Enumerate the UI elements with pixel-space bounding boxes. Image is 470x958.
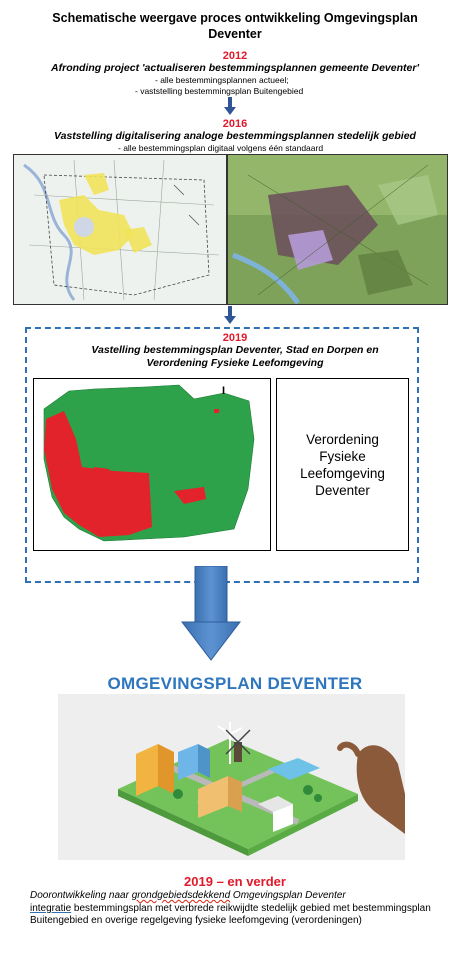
footer-year: 2019 – en verder [184,874,286,889]
verordening-panel [276,378,409,551]
result-title: OMGEVINGSPLAN DEVENTER [107,674,363,693]
step1-bullet-2: - vaststelling bestemmingsplan Buitengebied [135,85,304,96]
footer-line-2 [30,903,431,915]
footer-line-1 [30,890,346,902]
year-2012: 2012 [222,50,248,62]
verordening-line-2: Fysieke [319,448,366,464]
step1-heading: Afronding project 'actualiseren bestemmingsplannen gemeente Deventer' [51,62,419,74]
step2-bullet-1: - alle bestemmingsplan digitaal volgens één standaard [118,143,324,153]
year-2019: 2019 [222,332,248,344]
step2-heading: Vaststelling digitalisering analoge bestemmingsplannen stedelijk gebied [54,130,416,142]
illustration [58,694,405,860]
map-image-right [228,155,447,304]
arrow-down-icon [224,97,236,115]
verordening-line-4: Deventer [315,482,370,498]
step3-heading-line1: Vastelling bestemmingsplan Deventer, Stad en Dorpen en [91,344,379,356]
verordening-line-1: Verordening [306,431,379,447]
footer-line-3: Buitengebied en overige regelgeving fysieke leefomgeving (verordeningen) [30,915,362,926]
arrow-down-icon [224,306,236,324]
map-deventer-buitengebied [13,154,227,305]
big-arrow-down-icon [180,566,242,662]
map-image-bestemmingsplan [34,379,270,550]
map-deventer-stedelijk [227,154,448,305]
step3-heading-line2: Verordening Fysieke Leefomgeving [146,357,324,369]
footer-line-1a: Doorontwikkeling naar [30,890,132,901]
verordening-line-3: Leefomgeving [300,465,385,481]
illustration-image [58,694,405,860]
page-title: Schematische weergave proces ontwikkeling Omgevingsplan Deventer [52,11,418,41]
footer-line-2b: bestemmingsplan met verbrede reikwijdte stedelijk gebied met bestemmingsplan [71,903,431,914]
map-mark: I [222,385,226,397]
map-image-left [14,155,226,304]
map-bestemmingsplan-panel [33,378,271,551]
step1-bullets [135,75,303,96]
step2-bullets [118,143,323,154]
verordening-text [300,431,385,499]
footer-line-1b: grondgebiedsdekkend [131,890,231,901]
footer-line-2a: integratie [30,903,72,914]
step1-bullet-1: - alle bestemmingsplannen actueel; [155,75,289,85]
year-2016: 2016 [222,118,248,130]
footer-line-1c: Omgevingsplan Deventer [230,890,346,901]
